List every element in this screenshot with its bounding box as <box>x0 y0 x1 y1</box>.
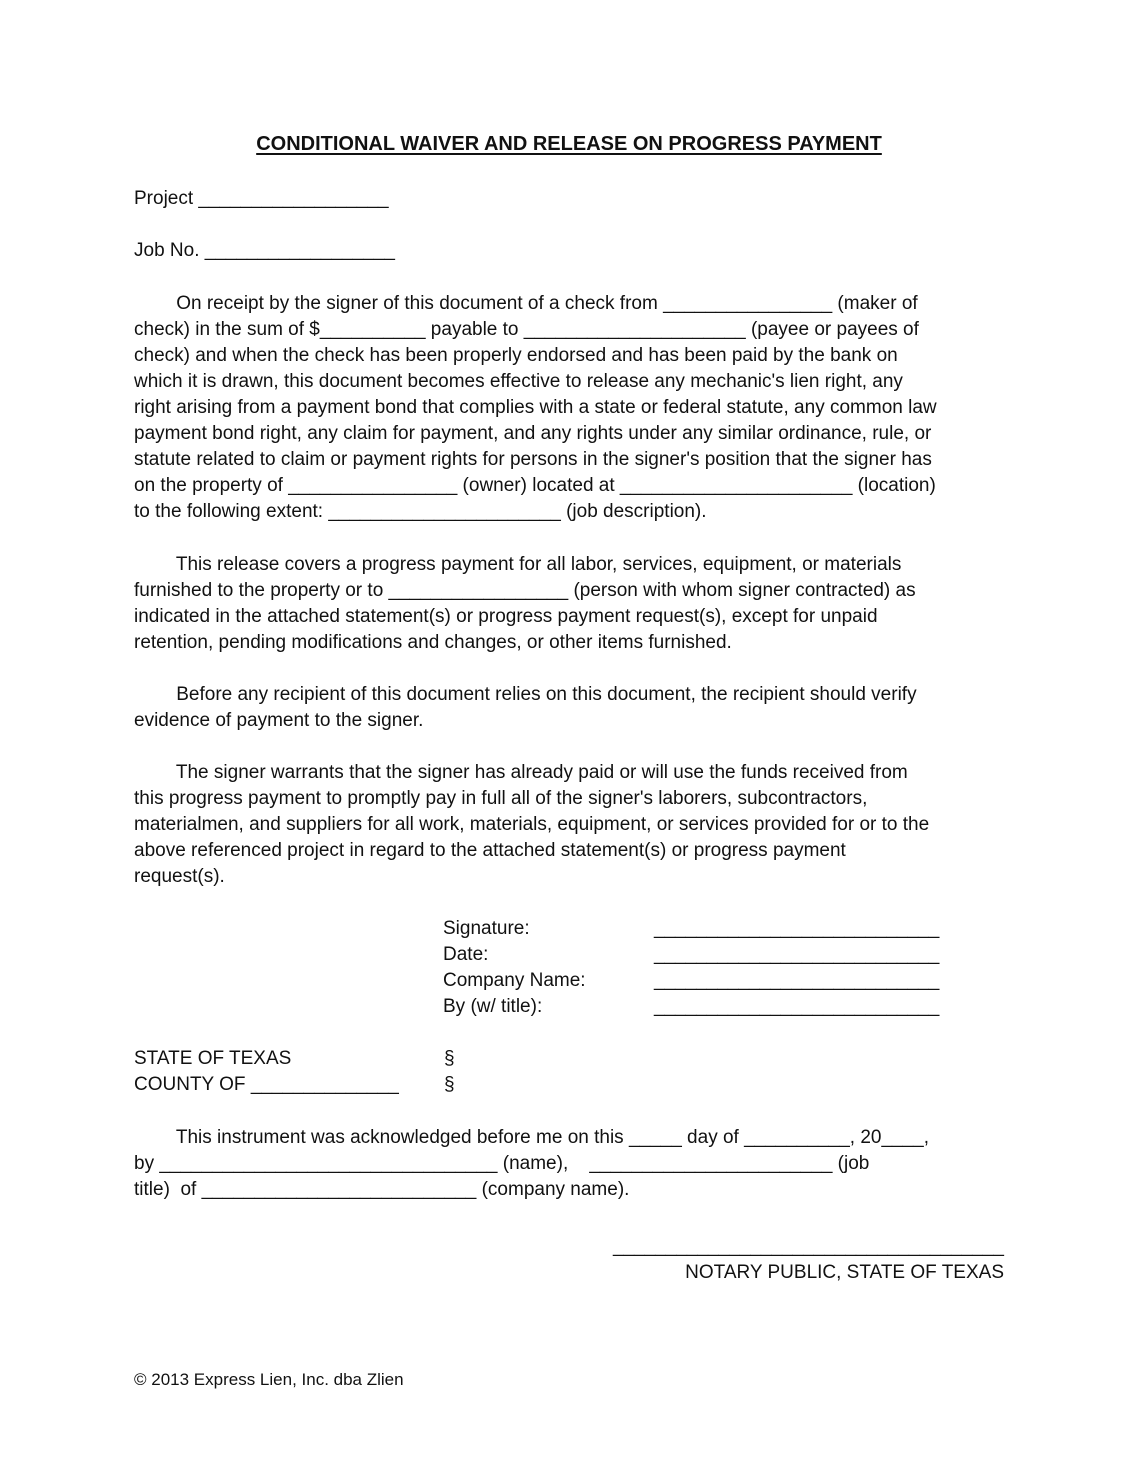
venue-block <box>134 1046 534 1098</box>
document-title: CONDITIONAL WAIVER AND RELEASE ON PROGRESS PAYMENT <box>256 133 882 155</box>
by-title-row <box>443 994 983 1020</box>
paragraph-line: The signer warrants that the signer has already paid or will use the funds received from <box>134 762 908 783</box>
paragraph-warranty <box>134 760 929 890</box>
section-mark: § <box>444 1048 455 1069</box>
paragraph-line: statute related to claim or payment rights for persons in the signer's position that the signer has <box>134 449 932 470</box>
paragraph-line: to the following extent: ______________________ (job description). <box>134 501 707 522</box>
project-field: Project __________________ <box>134 188 389 209</box>
paragraph-line: furnished to the property or to _________________ (person with whom signer contracted) as <box>134 580 916 601</box>
section-mark: § <box>444 1074 455 1095</box>
notary-label: NOTARY PUBLIC, STATE OF TEXAS <box>685 1262 1004 1283</box>
paragraph-acknowledgment <box>134 1125 929 1203</box>
paragraph-receipt <box>134 291 937 525</box>
copyright-footer: © 2013 Express Lien, Inc. dba Zlien <box>134 1370 404 1389</box>
signature-blank: ___________________________ <box>654 918 940 939</box>
notary-block <box>613 1234 1004 1286</box>
signature-row <box>443 916 983 942</box>
notary-signature-line: _____________________________________ <box>613 1236 1004 1257</box>
signature-block <box>443 916 983 1020</box>
paragraph-line: check) in the sum of $__________ payable to _____________________ (payee or payees of <box>134 319 919 340</box>
paragraph-verification <box>134 682 917 734</box>
paragraph-line: This release covers a progress payment for all labor, services, equipment, or materials <box>134 554 902 575</box>
date-label: Date: <box>443 944 489 965</box>
paragraph-line: materialmen, and suppliers for all work, materials, equipment, or services provided for or to the <box>134 814 930 835</box>
paragraph-line: evidence of payment to the signer. <box>134 710 424 731</box>
paragraph-line: right arising from a payment bond that complies with a state or federal statute, any common law <box>134 397 937 418</box>
paragraph-release-coverage <box>134 552 916 656</box>
county-row <box>134 1072 534 1098</box>
date-row <box>443 942 983 968</box>
company-name-label: Company Name: <box>443 970 586 991</box>
paragraph-line: on the property of ________________ (owner) located at ______________________ (location) <box>134 475 936 496</box>
state-row <box>134 1046 534 1072</box>
job-number-field: Job No. __________________ <box>134 240 395 261</box>
paragraph-line: title) of __________________________ (company name). <box>134 1179 630 1200</box>
paragraph-line: which it is drawn, this document becomes effective to release any mechanic's lien right, any <box>134 371 903 392</box>
paragraph-line: above referenced project in regard to the attached statement(s) or progress payment <box>134 840 846 861</box>
by-title-label: By (w/ title): <box>443 996 543 1017</box>
county-label: COUNTY OF ______________ <box>134 1074 399 1095</box>
paragraph-line: check) and when the check has been properly endorsed and has been paid by the bank on <box>134 345 898 366</box>
company-name-row <box>443 968 983 994</box>
paragraph-line: by ________________________________ (name), _______________________ (job <box>134 1153 870 1174</box>
paragraph-line: request(s). <box>134 866 225 887</box>
paragraph-line: indicated in the attached statement(s) or progress payment request(s), except for unpaid <box>134 606 878 627</box>
paragraph-line: Before any recipient of this document relies on this document, the recipient should verify <box>134 684 917 705</box>
paragraph-line: payment bond right, any claim for payment, and any rights under any similar ordinance, rule, or <box>134 423 932 444</box>
paragraph-line: This instrument was acknowledged before me on this _____ day of __________, 20____, <box>134 1127 930 1148</box>
date-blank: ___________________________ <box>654 944 940 965</box>
paragraph-line: retention, pending modifications and changes, or other items furnished. <box>134 632 732 653</box>
paragraph-line: this progress payment to promptly pay in full all of the signer's laborers, subcontractors, <box>134 788 868 809</box>
state-label: STATE OF TEXAS <box>134 1048 292 1069</box>
signature-label: Signature: <box>443 918 530 939</box>
by-title-blank: ___________________________ <box>654 996 940 1017</box>
paragraph-line: On receipt by the signer of this document of a check from ________________ (maker of <box>134 293 918 314</box>
company-name-blank: ___________________________ <box>654 970 940 991</box>
